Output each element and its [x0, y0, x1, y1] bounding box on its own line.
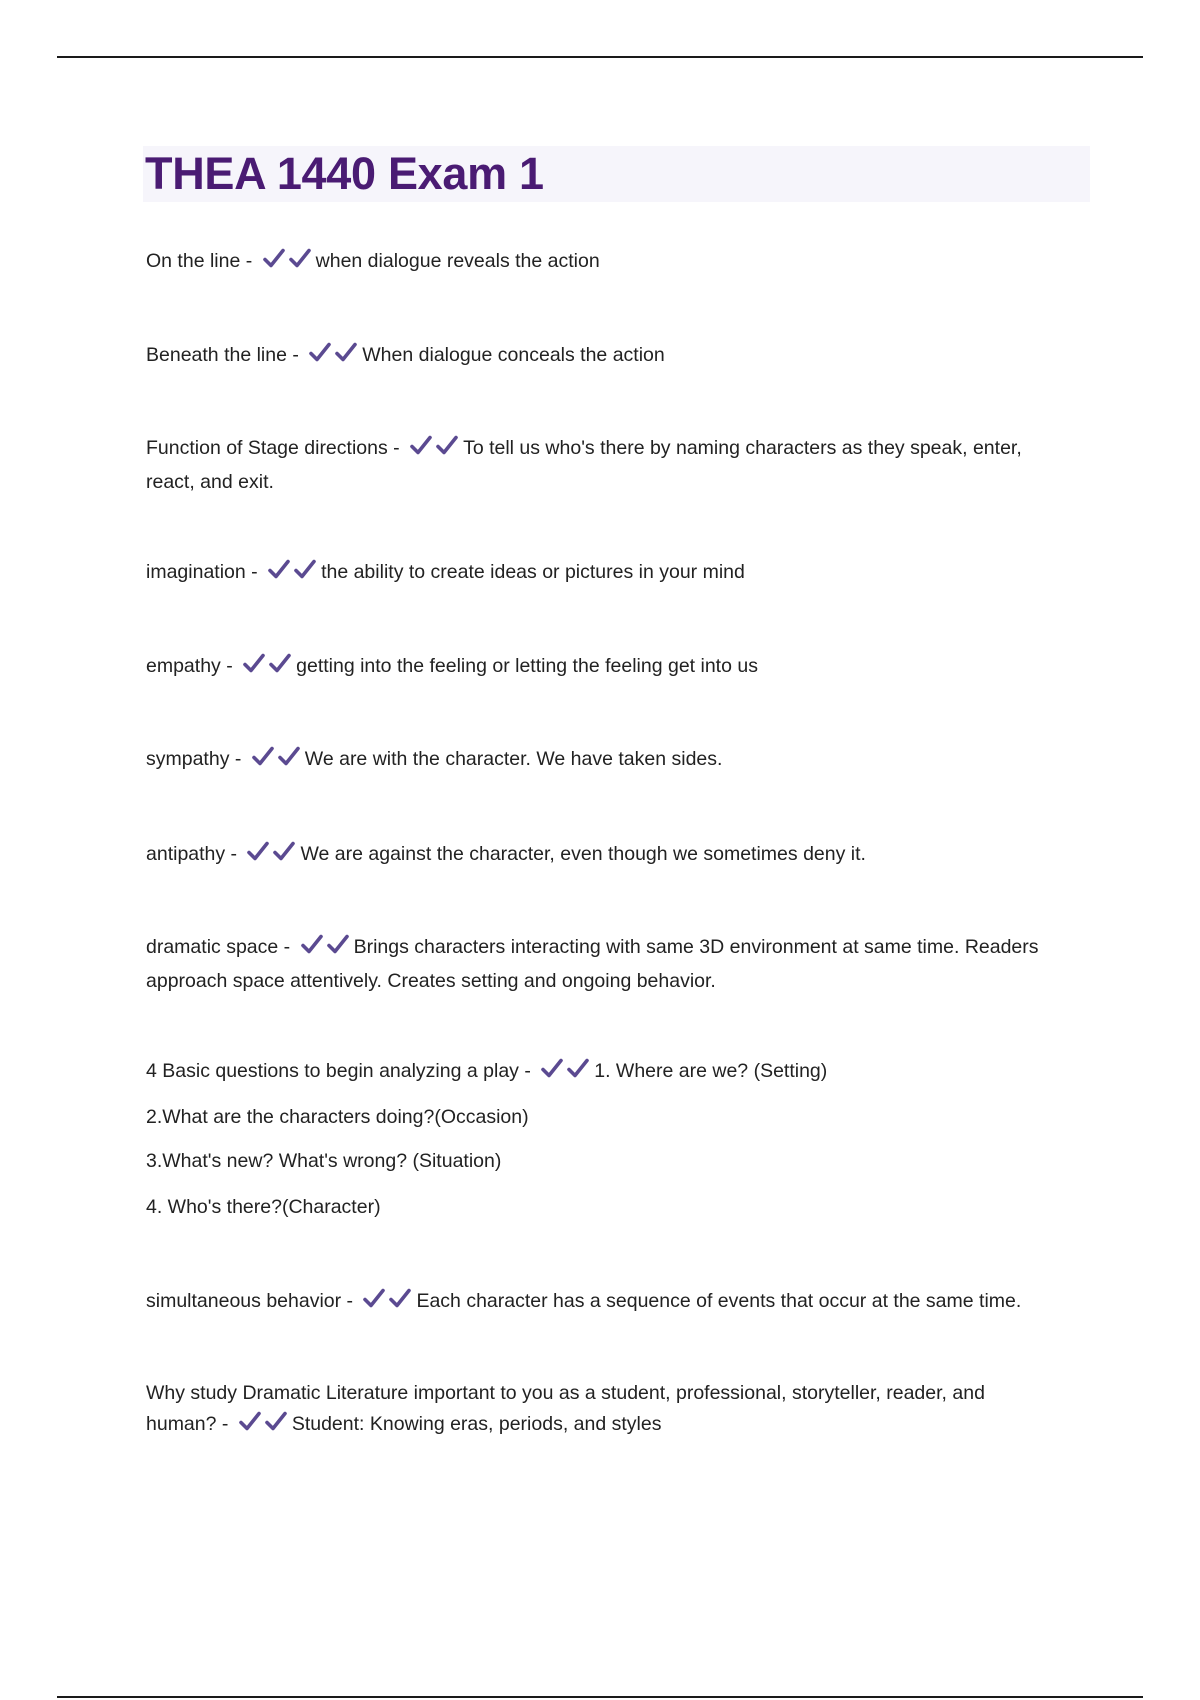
- answer: getting into the feeling or letting the feeling get into us: [296, 655, 758, 677]
- double-checkmark-icon: [300, 932, 352, 966]
- checkmark-icon: [242, 651, 266, 675]
- flashcard-entry: [146, 340, 1086, 374]
- term: Function of Stage directions -: [146, 437, 406, 459]
- flashcard-entry: [146, 246, 1086, 280]
- checkmark-icon: [238, 1409, 262, 1433]
- double-checkmark-icon: [242, 651, 294, 685]
- term: simultaneous behavior -: [146, 1290, 359, 1312]
- term: antipathy -: [146, 843, 243, 865]
- top-rule: [57, 56, 1143, 58]
- double-checkmark-icon: [308, 340, 360, 374]
- flashcard-entry: [146, 839, 1086, 873]
- answer-continued: approach space attentively. Creates setting and ongoing behavior.: [146, 970, 716, 992]
- checkmark-icon: [262, 246, 286, 270]
- double-checkmark-icon: [362, 1286, 414, 1320]
- checkmark-icon: [435, 433, 459, 457]
- document-title: THEA 1440 Exam 1: [145, 148, 544, 199]
- checkmark-icon: [264, 1409, 288, 1433]
- flashcard-entry: [146, 932, 1086, 997]
- term: imagination -: [146, 561, 264, 583]
- answer: 1. Where are we? (Setting): [594, 1060, 828, 1082]
- flashcard-entry: [146, 651, 1086, 685]
- double-checkmark-icon: [246, 839, 298, 873]
- double-checkmark-icon: [540, 1056, 592, 1090]
- checkmark-icon: [246, 839, 270, 863]
- term: sympathy -: [146, 748, 247, 770]
- answer: To tell us who's there by naming characters as they speak, enter,: [463, 437, 1022, 459]
- term: empathy -: [146, 655, 239, 677]
- term: 4 Basic questions to begin analyzing a play -: [146, 1060, 537, 1082]
- flashcard-entry: [146, 744, 1086, 778]
- flashcard-entry: [146, 1286, 1086, 1320]
- checkmark-icon: [293, 557, 317, 581]
- list-item: 2.What are the characters doing?(Occasion): [146, 1106, 529, 1128]
- term: dramatic space -: [146, 936, 296, 958]
- question-line: Why study Dramatic Literature important to you as a student, professional, storyteller, reader, and: [146, 1382, 985, 1404]
- answer: Each character has a sequence of events that occur at the same time.: [416, 1290, 1022, 1312]
- checkmark-icon: [251, 744, 275, 768]
- double-checkmark-icon: [238, 1409, 290, 1443]
- double-checkmark-icon: [409, 433, 461, 467]
- checkmark-icon: [300, 932, 324, 956]
- checkmark-icon: [326, 932, 350, 956]
- term: Beneath the line -: [146, 344, 305, 366]
- answer: We are against the character, even though we sometimes deny it.: [300, 843, 866, 865]
- flashcard-entry: [146, 1056, 1086, 1090]
- flashcard-entry: [146, 557, 1086, 591]
- checkmark-icon: [540, 1056, 564, 1080]
- checkmark-icon: [277, 744, 301, 768]
- answer: the ability to create ideas or pictures in your mind: [321, 561, 745, 583]
- checkmark-icon: [362, 1286, 386, 1310]
- checkmark-icon: [267, 557, 291, 581]
- checkmark-icon: [288, 246, 312, 270]
- checkmark-icon: [388, 1286, 412, 1310]
- flashcard-entry: [146, 433, 1086, 498]
- flashcard-entry: [146, 1378, 1086, 1443]
- checkmark-icon: [566, 1056, 590, 1080]
- answer: We are with the character. We have taken sides.: [304, 748, 723, 770]
- answer: when dialogue reveals the action: [315, 250, 600, 272]
- list-item: 4. Who's there?(Character): [146, 1196, 381, 1218]
- checkmark-icon: [334, 340, 358, 364]
- double-checkmark-icon: [262, 246, 314, 280]
- answer: Brings characters interacting with same 3D environment at same time. Readers: [353, 936, 1039, 958]
- term: On the line -: [146, 250, 258, 272]
- checkmark-icon: [409, 433, 433, 457]
- checkmark-icon: [308, 340, 332, 364]
- bottom-rule: [57, 1696, 1143, 1698]
- double-checkmark-icon: [251, 744, 303, 778]
- checkmark-icon: [272, 839, 296, 863]
- double-checkmark-icon: [267, 557, 319, 591]
- checkmark-icon: [268, 651, 292, 675]
- term: human? -: [146, 1413, 234, 1435]
- answer-continued: react, and exit.: [146, 471, 274, 493]
- list-item: 3.What's new? What's wrong? (Situation): [146, 1150, 502, 1172]
- answer: Student: Knowing eras, periods, and styles: [291, 1413, 662, 1435]
- answer: When dialogue conceals the action: [362, 344, 665, 366]
